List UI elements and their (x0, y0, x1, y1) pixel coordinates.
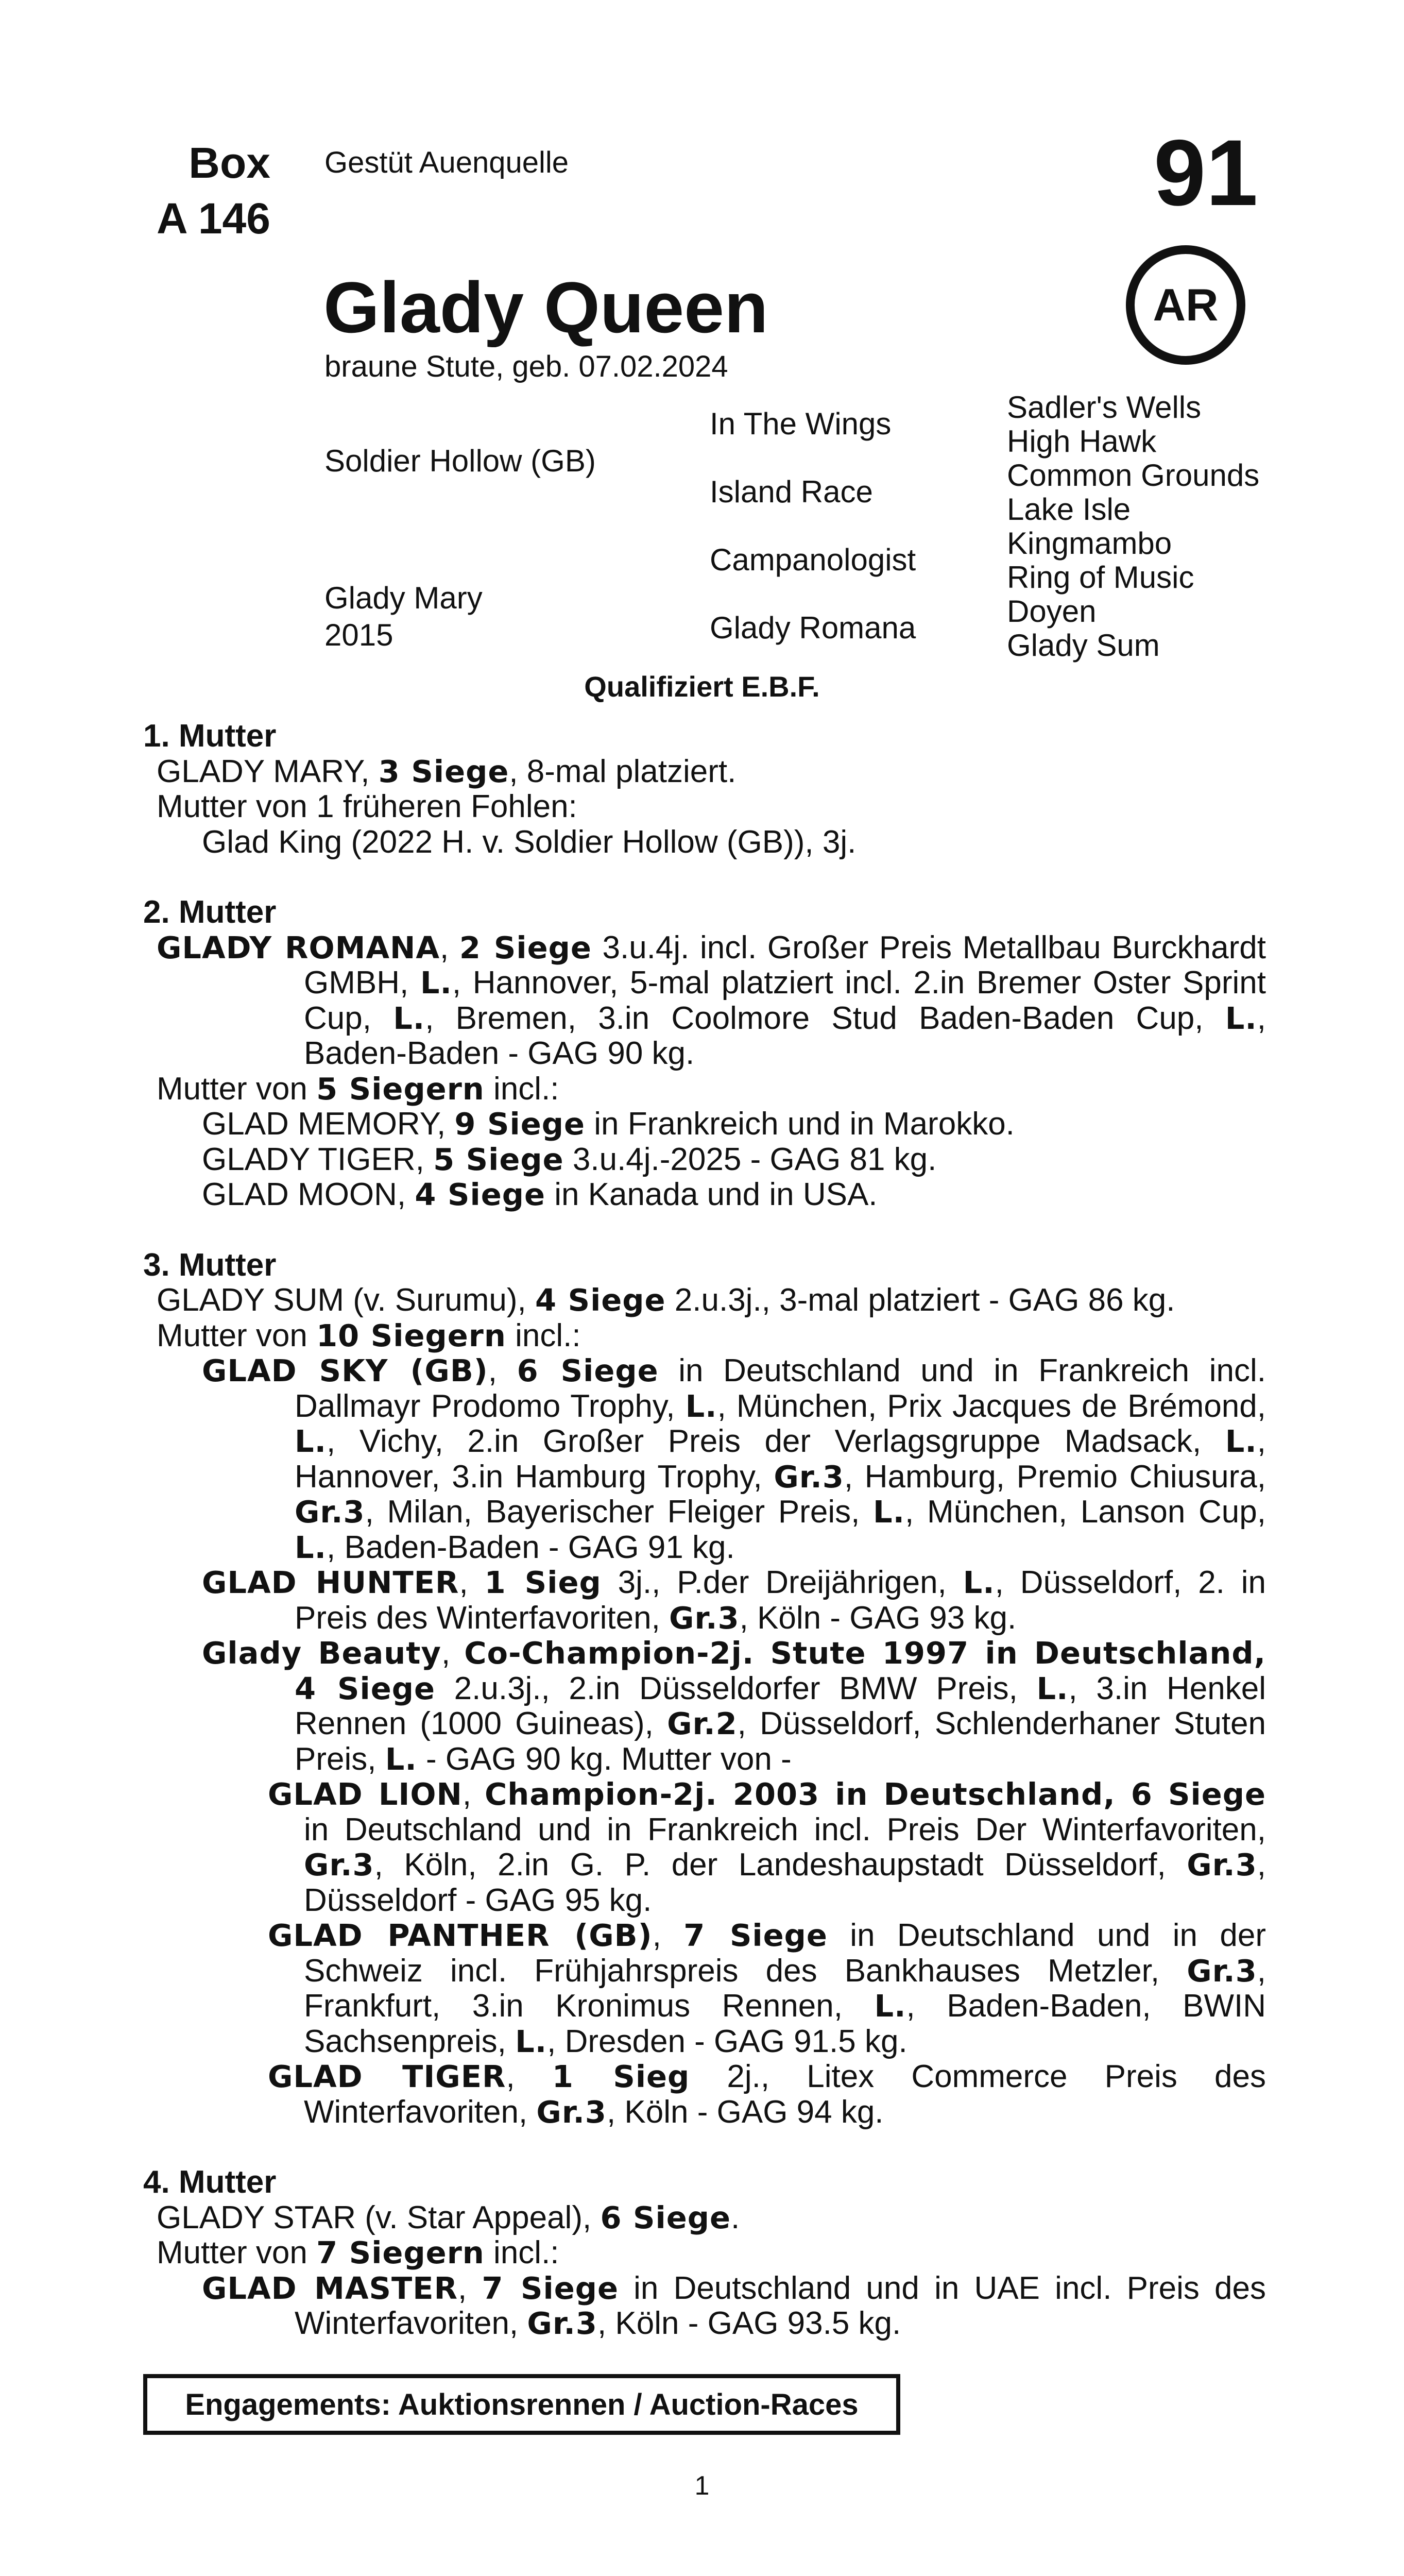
text: GLADY SUM (v. Surumu), (157, 1282, 535, 1318)
text: incl.: (484, 1071, 559, 1107)
text: - GAG 90 kg. Mutter von - (417, 1741, 792, 1777)
group-badge: Gr.2 (667, 1706, 738, 1741)
mutter4-entry (143, 2200, 1266, 2236)
text: 2.u.3j., 3-mal platziert - GAG 86 kg. (665, 1282, 1175, 1318)
box-label (139, 135, 270, 246)
box-word: Box (189, 139, 270, 187)
text: Mutter von (157, 1071, 317, 1107)
text: GLAD MEMORY, (202, 1106, 455, 1142)
mutter1-name: GLADY MARY, (157, 753, 379, 789)
glad-hunter-entry (143, 1565, 1266, 1636)
text: , München, Prix Jacques de Brémond, (717, 1388, 1266, 1424)
mutter1-foals-line: Mutter von 1 früheren Fohlen: (157, 789, 577, 824)
text: in Kanada und in USA. (545, 1177, 878, 1212)
pedigree-dam-year: 2015 (324, 618, 393, 652)
glad-panther-entry (143, 1918, 1266, 2059)
dam-family (143, 719, 1266, 2342)
text: , Hannover, 5-mal platziert incl. 2.in Bremer Oster Sprint Cup, (304, 965, 1266, 1036)
mutter3-offspring-line (143, 1318, 1266, 1354)
text: 2j., Litex Commerce Preis des Winterfavoriten, (304, 2059, 1266, 2130)
mutter3-entry (143, 1283, 1266, 1318)
listed-badge: L. (1225, 1000, 1257, 1036)
text: , Frankfurt, 3.in Kronimus Rennen, (304, 1953, 1266, 2024)
text: Mutter von (157, 1317, 317, 1353)
text: in Deutschland und in der Schweiz incl. Frühjahrspreis des Bankhauses Metzler, (304, 1918, 1266, 1989)
mutter4-offspring-line (143, 2235, 1266, 2271)
horse-name: GLAD TIGER (268, 2059, 506, 2094)
text: , Hannover, 3.in Hamburg Trophy, (295, 1423, 1266, 1495)
text: in Deutschland und in Frankreich incl. Preis Der Winterfavoriten, (304, 1811, 1266, 1848)
mutter2-child (143, 1107, 1266, 1142)
group-badge: Gr.3 (774, 1459, 844, 1495)
pedigree-gen2-item: Island Race (710, 474, 873, 509)
text: , (652, 1918, 684, 1953)
text: , Köln - GAG 94 kg. (606, 2094, 884, 2130)
text: , Hamburg, Premio Chiusura, (844, 1459, 1266, 1495)
text: , Düsseldorf, Schlenderhaner Stuten Preis, (295, 1706, 1266, 1777)
listed-badge: L. (685, 1388, 717, 1424)
text: in Deutschland und in Frankreich incl. Dallmayr Prodomo Trophy, (295, 1353, 1266, 1424)
text: , (440, 929, 459, 965)
listed-badge: L. (515, 2023, 547, 2059)
mutter1-wins: 3 Siege (378, 753, 509, 789)
listed-badge: L. (874, 1988, 906, 2024)
text: 3.u.4j. incl. Großer Preis Metallbau Burckhardt GMBH, (304, 929, 1266, 1001)
lot-number: 91 (1154, 120, 1258, 225)
pedigree-gen3-item: Common Grounds (1007, 458, 1260, 493)
glad-tiger-entry (143, 2059, 1266, 2130)
text: Mutter von (157, 2235, 317, 2270)
champion-title: Co-Champion-2j. Stute 1997 in Deutschland, (464, 1635, 1266, 1671)
pedigree-sire: Soldier Hollow (GB) (324, 444, 596, 478)
text: incl.: (506, 1317, 581, 1353)
listed-badge: L. (1225, 1423, 1257, 1459)
text: , Bremen, 3.in Coolmore Stud Baden-Baden Cup, (425, 1000, 1225, 1036)
text: , (441, 1635, 465, 1671)
text: , Düsseldorf, 2. in Preis des Winterfavoriten, (295, 1565, 1266, 1636)
text: , (506, 2059, 552, 2094)
glad-master-entry (143, 2271, 1266, 2342)
group-badge: Gr.3 (536, 2094, 607, 2130)
horse-name: GLAD MASTER (202, 2270, 458, 2306)
group-badge: Gr.3 (669, 1600, 740, 1636)
winners-count: 7 Siegern (316, 2235, 485, 2270)
wins: 5 Siege (433, 1141, 564, 1177)
horse-name: Glady Beauty (202, 1635, 441, 1671)
box-number: A 146 (156, 194, 270, 243)
group-badge: Gr.3 (304, 1847, 374, 1883)
pedigree-gen3-item: Doyen (1007, 594, 1097, 629)
horse-name: GLAD HUNTER (202, 1565, 459, 1600)
mutter2-child (143, 1142, 1266, 1178)
qualification: Qualifiziert E.B.F. (584, 670, 820, 703)
text: 2.u.3j., 2.in Düsseldorfer BMW Preis, (435, 1670, 1037, 1706)
text: . (731, 2199, 740, 2235)
mutter3-heading: 3. Mutter (143, 1247, 277, 1283)
pedigree-gen2-item: In The Wings (710, 406, 892, 441)
text: , (488, 1353, 517, 1388)
text: 3.u.4j.-2025 - GAG 81 kg. (563, 1141, 937, 1177)
horse-name: GLAD SKY (GB) (202, 1353, 488, 1388)
text: , München, Lanson Cup, (905, 1494, 1266, 1530)
wins: 1 Sieg (484, 1565, 602, 1600)
listed-badge: L. (1036, 1670, 1069, 1706)
mutter1-rest: , 8-mal platziert. (509, 753, 737, 789)
wins: 4 Siege (415, 1177, 545, 1212)
ar-badge (1126, 245, 1245, 365)
mutter2-offspring-line (143, 1072, 1266, 1107)
text: , Köln, 2.in G. P. der Landeshaupstadt Düsseldorf, (374, 1847, 1187, 1883)
text: , 3.in Henkel Rennen (1000 Guineas), (295, 1670, 1266, 1741)
breeder: Gestüt Auenquelle (324, 146, 569, 179)
glad-sky-entry (143, 1353, 1266, 1565)
text: , Köln - GAG 93.5 kg. (597, 2306, 901, 2341)
text: , Baden-Baden - GAG 91 kg. (327, 1529, 735, 1565)
glady-beauty-entry (143, 1636, 1266, 1777)
mutter4-heading: 4. Mutter (143, 2164, 277, 2200)
text: , (459, 1565, 485, 1600)
listed-badge: L. (963, 1565, 995, 1600)
text: , (462, 1776, 485, 1812)
mutter2-heading: 2. Mutter (143, 894, 277, 930)
horse-name: GLAD PANTHER (GB) (268, 1918, 653, 1953)
listed-badge: L. (393, 1000, 425, 1036)
engagements-text: Engagements: Auktionsrennen / Auction-Races (185, 2387, 859, 2421)
listed-badge: L. (295, 1423, 327, 1459)
horse-name: GLAD LION (268, 1776, 463, 1812)
wins: 1 Sieg (552, 2059, 690, 2094)
ar-badge-text: AR (1153, 279, 1219, 330)
text: in Deutschland und in UAE incl. Preis des Winterfavoriten, (295, 2270, 1266, 2341)
mutter2-name: GLADY ROMANA (157, 929, 440, 965)
listed-badge: L. (295, 1529, 327, 1565)
text: , Milan, Bayerischer Fleiger Preis, (365, 1494, 874, 1530)
mutter2-wins: 2 Siege (459, 929, 592, 965)
text: , Dresden - GAG 91.5 kg. (547, 2023, 908, 2059)
engagements-box (143, 2374, 900, 2435)
group-badge: Gr.3 (527, 2306, 597, 2341)
wins: 4 Siege (295, 1670, 435, 1706)
page-number: 1 (694, 2471, 710, 2501)
pedigree-gen3-item: Kingmambo (1007, 526, 1172, 561)
mutter2-child (143, 1177, 1266, 1213)
text: GLADY TIGER, (202, 1141, 434, 1177)
text: , Baden-Baden - GAG 90 kg. (304, 1000, 1266, 1071)
wins: 6 Siege (600, 2199, 731, 2235)
pedigree-gen2-item: Campanologist (710, 543, 916, 577)
champion-title: Champion-2j. 2003 in Deutschland, 6 Siege (484, 1776, 1266, 1812)
pedigree-gen3-item: Ring of Music (1007, 560, 1194, 595)
pedigree-gen3-item: Lake Isle (1007, 492, 1131, 527)
text: 3j., P.der Dreijährigen, (601, 1565, 963, 1600)
wins: 7 Siege (683, 1918, 828, 1953)
wins: 6 Siege (517, 1353, 659, 1388)
text: , Düsseldorf - GAG 95 kg. (304, 1847, 1266, 1918)
text: GLAD MOON, (202, 1177, 415, 1212)
pedigree-gen2-item: Glady Romana (710, 611, 916, 645)
wins: 4 Siege (535, 1282, 666, 1318)
pedigree-gen3-item: High Hawk (1007, 424, 1157, 459)
group-badge: Gr.3 (295, 1494, 365, 1530)
listed-badge: L. (420, 965, 452, 1001)
text: , (458, 2270, 482, 2306)
pedigree-gen3-item: Sadler's Wells (1007, 390, 1202, 425)
winners-count: 10 Siegern (316, 1317, 506, 1353)
horse-description: braune Stute, geb. 07.02.2024 (324, 350, 728, 383)
pedigree-dam: Glady Mary (324, 581, 483, 615)
group-badge: Gr.3 (1187, 1953, 1257, 1989)
wins: 7 Siege (482, 2270, 619, 2306)
pedigree-gen3-item: Glady Sum (1007, 628, 1160, 663)
text: , Köln - GAG 93 kg. (739, 1600, 1017, 1636)
text: , Vichy, 2.in Großer Preis der Verlagsgruppe Madsack, (327, 1423, 1225, 1459)
mutter1-foal: Glad King (2022 H. v. Soldier Hollow (GB)), 3j. (202, 824, 857, 860)
horse-name: Glady Queen (323, 267, 768, 348)
wins: 9 Siege (454, 1106, 585, 1142)
text: , Baden-Baden, BWIN Sachsenpreis, (304, 1988, 1266, 2059)
text: GLADY STAR (v. Star Appeal), (157, 2199, 601, 2235)
mutter2-entry (143, 930, 1266, 1072)
text: in Frankreich und in Marokko. (585, 1106, 1015, 1142)
text: incl.: (484, 2235, 559, 2270)
glad-lion-entry (143, 1777, 1266, 1918)
winners-count: 5 Siegern (316, 1071, 485, 1107)
mutter1-heading: 1. Mutter (143, 718, 277, 754)
listed-badge: L. (873, 1494, 905, 1530)
group-badge: Gr.3 (1187, 1847, 1257, 1883)
mutter1-entry (143, 754, 1266, 790)
listed-badge: L. (385, 1741, 417, 1777)
